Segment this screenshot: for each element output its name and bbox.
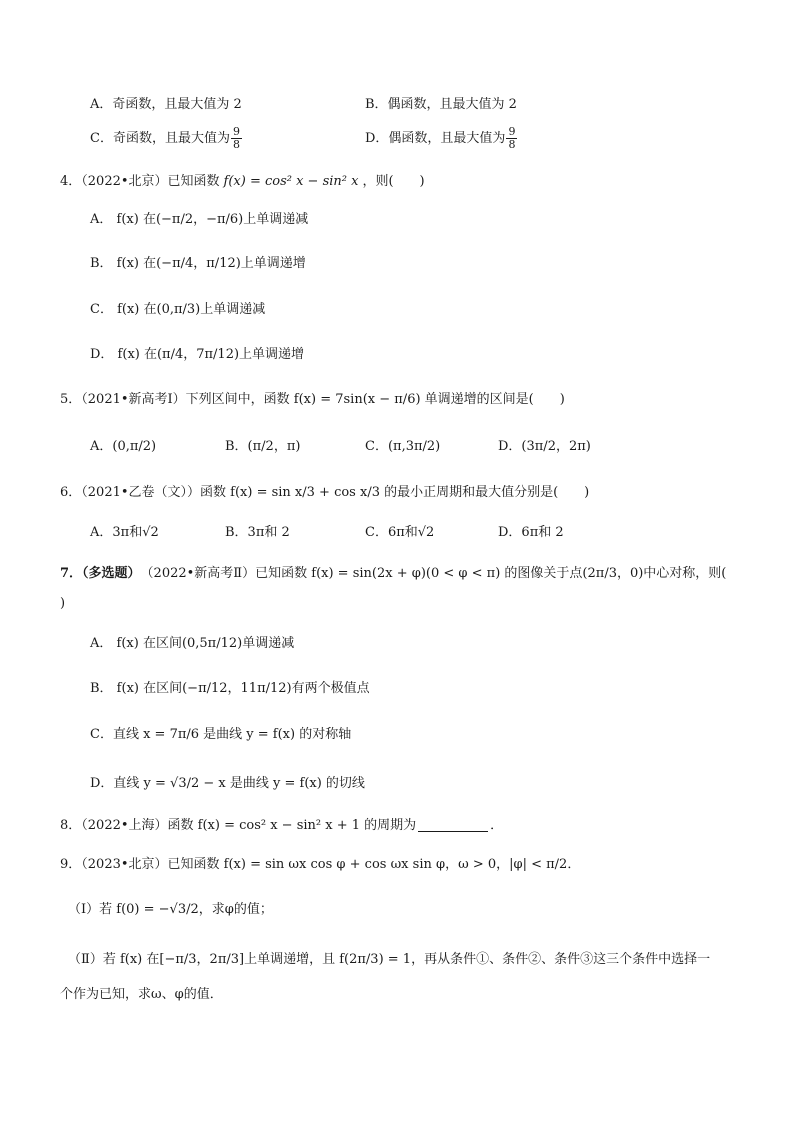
q3-option-c: C．奇函数，且最大值为 $\frac{9}{8}$ [90,125,240,151]
q3-option-b: B．偶函数，且最大值为 2 [365,97,517,112]
q4-option-a: A． f(x) 在(−π/2，−π/6)上单调递减 [90,212,309,227]
q8-answer-blank[interactable] [418,819,488,832]
q7-stem: 7．（多选题） （2022•新高考Ⅱ）已知函数 f(x) = sin(2x + φ)(0 < φ < π) 的图像关于点(2π/3，0)中心对称，则( [60,566,727,581]
q7-option-a: A． f(x) 在区间(0,5π/12)单调递减 [90,636,295,651]
q9-part-1: （Ⅰ）若 f(0) = −√3/2，求φ的值； [68,902,273,917]
q5-stem: 5．（2021•新高考Ⅰ）下列区间中，函数 f(x) = 7sin(x − π/6) 单调递增的区间是( ) [60,392,565,407]
q9-part-2: （Ⅱ）若 f(x) 在[−π/3，2π/3]上单调递增，且 f(2π/3) = 1，再从条件①、条件②、条件③这三个条件中选择一 [68,952,711,967]
q6-option-c: C．6π和√2 [365,525,435,540]
q6-option-b: B．3π和 2 [225,525,290,540]
q7-option-d: D．直线 y = √3/2 − x 是曲线 y = f(x) 的切线 [90,776,365,791]
q7-option-b: B． f(x) 在区间(−π/12，11π/12)有两个极值点 [90,681,370,696]
q7-stem-end: ) [60,596,66,611]
q3-option-d: D．偶函数，且最大值为 $\frac{9}{8}$ [365,125,516,151]
q9-part-2-cont: 个作为已知，求ω、φ的值． [60,987,223,1002]
q4-stem: 4．（2022•北京）已知函数 f(x) = cos² x − sin² x ，则( ) [60,174,425,189]
q5-option-c: C．(π,3π/2) [365,439,441,454]
q8-stem: 8．（2022•上海）函数 f(x) = cos² x − sin² x + 1 的周期为 ． [60,818,504,833]
q7-option-c: C．直线 x = 7π/6 是曲线 y = f(x) 的对称轴 [90,727,352,742]
q6-option-d: D．6π和 2 [498,525,564,540]
q4-option-d: D． f(x) 在(π/4，7π/12)上单调递增 [90,347,305,362]
q5-option-a: A．(0,π/2) [90,439,157,454]
q4-option-c: C． f(x) 在(0,π/3)上单调递减 [90,302,266,317]
q5-option-d: D．(3π/2，2π) [498,439,591,454]
q5-option-b: B．(π/2，π) [225,439,301,454]
q4-option-b: B． f(x) 在(−π/4，π/12)上单调递增 [90,256,306,271]
q6-option-a: A．3π和√2 [90,525,159,540]
q9-stem: 9．（2023•北京）已知函数 f(x) = sin ωx cos φ + cos ωx sin φ，ω > 0，|φ| < π/2． [60,857,581,872]
q3-option-a: A．奇函数，且最大值为 2 [90,97,242,112]
q6-stem: 6．（2021•乙卷（文））函数 f(x) = sin x/3 + cos x/3 的最小正周期和最大值分别是( ) [60,485,590,500]
